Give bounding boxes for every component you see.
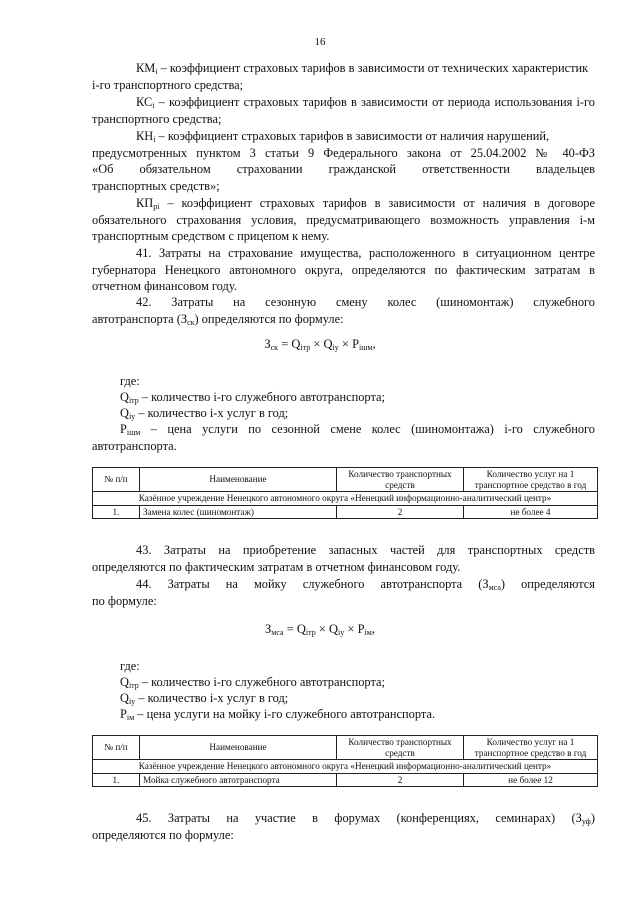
col-header-number: № п/п [93, 468, 140, 492]
km-definition [92, 60, 595, 93]
km-symbol: КМ [136, 61, 156, 75]
def-pim: $P_{iм}$ – цена услуги на мойку i-го служебного автотранспорта. [120, 707, 436, 722]
p45-sub: уф [581, 817, 591, 826]
p42-line-1: 42. Затраты на сезонную смену колес (шиномонтаж) служебного [136, 295, 595, 309]
col-header-vehicles: Количество транспортных средств [337, 468, 464, 492]
p45-line-1a: 45. Затраты на участие в форумах (конференциях, семинарах) (З [136, 811, 582, 825]
p45-line-2: определяются по формуле: [92, 827, 234, 842]
p44-line-1b: ) определяются [500, 577, 595, 591]
p44-line-1a: 44. Затраты на мойку служебного автотранспорта (З [136, 577, 489, 591]
km-text: – коэффициент страховых тарифов в зависимости от технических характеристик i-го транспортного средства; [92, 61, 589, 92]
kc-text: – коэффициент страховых тарифов в зависимости от периода использования i-го транспортного средства; [92, 95, 595, 126]
paragraph-42 [92, 294, 595, 327]
def-qitr-1: $Q_{iтр}$ – количество i-го служебного автотранспорта; [120, 390, 385, 405]
paragraph-43: 43. Затраты на приобретение запасных частей для транспортных средств определяются по фактическим затратам в отчетном финансовом году. [92, 543, 595, 574]
def-pishm: $P_{iшм}$ – цена услуги по сезонной смене колес (шиномонтажа) i-го служебного автотранспорта. [92, 422, 595, 453]
p44-line-2: по формуле: [92, 593, 157, 608]
table-row: 1. Замена колес (шиномонтаж) 2 не более 4 [93, 505, 598, 519]
kp-text: – коэффициент страховых тарифов в зависимости от наличия в договоре обязательного страхования условия, предусматривающего возможность управления i-м транспортным средством с прицепом к нему. [92, 196, 595, 244]
org-name: Казённое учреждение Ненецкого автономного округа «Ненецкий информационно-аналитический центр» [93, 760, 598, 774]
kn-definition [92, 128, 595, 194]
col-header-number: № п/п [93, 736, 140, 760]
kn-symbol: КН [136, 129, 154, 143]
paragraph-44 [92, 576, 595, 609]
p42-line-2a: автотранспорта (З [92, 311, 188, 326]
where-label-1: где: [120, 374, 140, 388]
col-header-name: Наименование [140, 736, 337, 760]
page-number: 16 [314, 36, 326, 48]
formula-seasonal-wheels: $З_{ск} = Q_{iтр} \times Q_{iу} \times P_{iшм}$, [264, 337, 376, 352]
col-header-services: Количество услуг на 1 транспортное средство в год [464, 468, 598, 492]
paragraph-45 [92, 810, 595, 843]
kc-definition [92, 94, 595, 127]
col-header-vehicles: Количество транспортных средств [337, 736, 464, 760]
p44-sub: мса [488, 583, 501, 592]
kc-sub: i [152, 101, 155, 110]
table-org-row [93, 760, 598, 774]
kn-sub: i [153, 135, 156, 144]
paragraph-41: 41. Затраты на страхование имущества, расположенного в ситуационном центре губернатора Ненецкого автономного округа, определяются по фактическим затратам в отчетном финансовом году. [92, 246, 595, 294]
col-header-name: Наименование [140, 468, 337, 492]
col-header-services: Количество услуг на 1 транспортное средство в год [464, 736, 598, 760]
km-sub: i [155, 67, 158, 76]
table-header-row [93, 736, 598, 760]
table-org-row [93, 492, 598, 506]
kn-text-3: «Об обязательном страховании гражданской ответственности владельцев [92, 162, 595, 177]
table-car-wash [92, 735, 598, 787]
org-name: Казённое учреждение Ненецкого автономного округа «Ненецкий информационно-аналитический центр» [93, 492, 598, 506]
def-qiy-2: $Q_{iу}$ – количество i-х услуг в год; [120, 691, 289, 706]
def-qitr-2: $Q_{iтр}$ – количество i-го служебного автотранспорта; [120, 675, 385, 690]
table-row: 1. Мойка служебного автотранспорта 2 не более 12 [93, 773, 598, 787]
p42-sub: ск [187, 317, 195, 327]
def-qiy-1: $Q_{iу}$ – количество i-х услуг в год; [120, 406, 289, 421]
kn-text-4: транспортных средств»; [92, 178, 220, 193]
formula-car-wash: $З_{мса} = Q_{iтр} \times Q_{iу} \times P_{iм}$, [265, 622, 375, 637]
kn-text-1: – коэффициент страховых тарифов в зависимости от наличия нарушений, [155, 129, 550, 143]
kp-definition [92, 195, 595, 245]
kc-symbol: КС [136, 95, 153, 109]
table-wheel-change [92, 467, 598, 519]
kp-sub: рi [153, 202, 160, 211]
p45-line-1b: ) [590, 811, 595, 825]
kp-symbol: КП [136, 196, 154, 210]
where-label-2: где: [120, 659, 140, 673]
kn-text-2: предусмотренных пунктом 3 статьи 9 Федерального закона от 25.04.2002 № 40-ФЗ [92, 145, 595, 160]
table-header-row [93, 468, 598, 492]
p42-line-2b: ) определяются по формуле: [194, 311, 344, 326]
